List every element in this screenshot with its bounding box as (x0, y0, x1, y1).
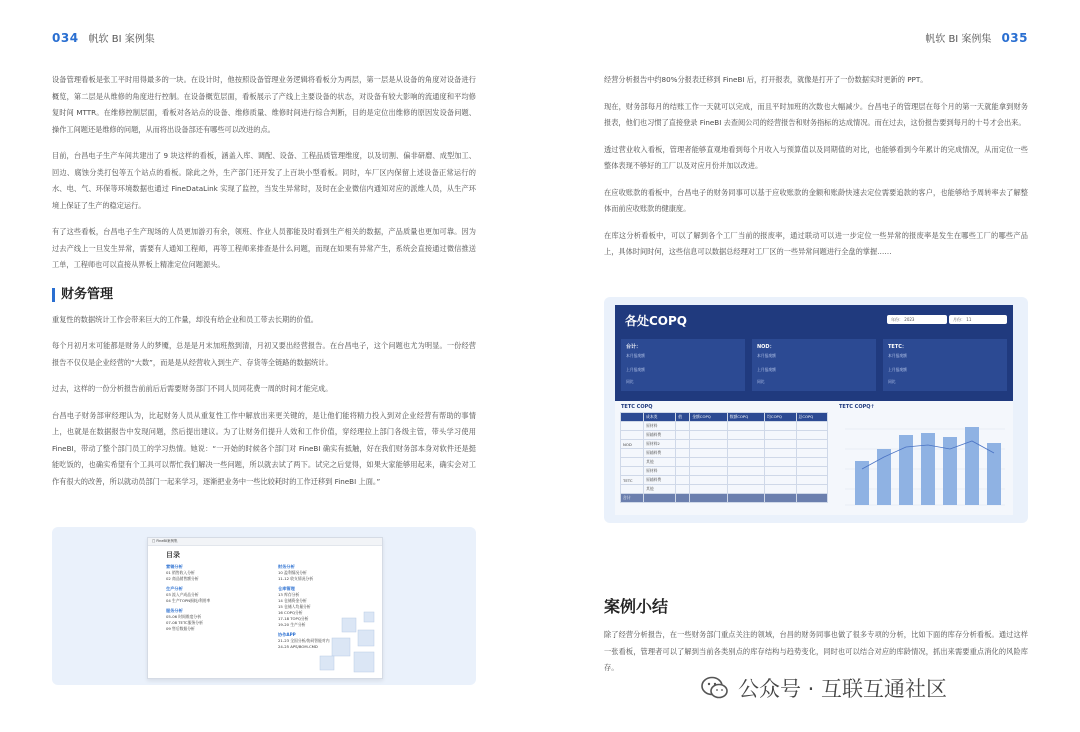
card-row: 同比 (888, 379, 896, 384)
table-cell (796, 494, 827, 503)
table-cell (796, 449, 827, 458)
table-cell (796, 467, 827, 476)
toc-item: 05-06 时间维度分析 (166, 614, 202, 619)
table-cell (796, 440, 827, 449)
card-row: 同比 (626, 379, 634, 384)
table-cell (690, 422, 727, 431)
table-cell (727, 449, 764, 458)
toc-item: 14 仓储资金分析 (278, 598, 307, 603)
table-row (621, 476, 828, 485)
paragraph: 在库这分析看板中，可以了解到各个工厂当前的报废率，通过联动可以进一步定位一些异常的报废率是发生在哪些工厂的哪些产品上，具体时间时何，这些信息可以数据总经理对工厂区的一些异常问题进行全盘的掌握…… (604, 230, 1028, 256)
toc-item: 15 仓储人均量分析 (278, 604, 311, 609)
toc-item: 02 商品销售额分析 (166, 576, 199, 581)
table-cell (690, 467, 727, 476)
toc-item: 16 COPQ分析 (278, 610, 303, 615)
toc-section: 仓库管理 (278, 586, 295, 591)
toc-section: 生产分析 (166, 586, 183, 591)
table-cell (727, 494, 764, 503)
section-title-summary: 案例小结 (604, 597, 669, 616)
table-cell (796, 431, 827, 440)
card-title: 台计： (626, 344, 642, 350)
table-row (621, 440, 828, 449)
table-cell (727, 458, 764, 467)
table-cell (765, 440, 796, 449)
toc-item: 07-08 TETC服务分析 (166, 620, 203, 625)
table-cell (765, 485, 796, 494)
table-cell (644, 494, 676, 503)
table-cell: 成本类 (644, 413, 676, 422)
copq-table (620, 412, 828, 503)
toc-column-1 (166, 560, 261, 632)
table-row (621, 458, 828, 467)
toc-section: 协作APP (278, 632, 296, 637)
toc-item: 24-25 APS/BOM-CMD (278, 644, 318, 649)
table-cell (621, 431, 644, 440)
left-header-title: 帆软 BI 案例集 (88, 34, 155, 45)
table-cell (621, 485, 644, 494)
window-titlebar (148, 538, 382, 546)
bar (987, 443, 1001, 505)
table-cell: 均COPQ (765, 413, 796, 422)
table-cell (796, 485, 827, 494)
right-header-title: 帆软 BI 案例集 (925, 34, 992, 45)
bar (965, 427, 979, 505)
table-panel-title: TETC COPQ (621, 404, 653, 410)
table-cell: 原材料 (644, 422, 676, 431)
table-cell (676, 431, 690, 440)
year-filter[interactable]: 年份： 2023 (887, 315, 947, 324)
wechat-watermark (700, 673, 947, 703)
table-cell (690, 476, 727, 485)
table-cell (676, 476, 690, 485)
toc-item: 17-18 TOPQ分析 (278, 616, 309, 621)
table-cell (727, 467, 764, 476)
table-cell (621, 422, 644, 431)
window-title: □ FineBI案例集 (152, 539, 178, 543)
left-page-number: 034 (52, 30, 79, 45)
chart-bars (855, 427, 1001, 505)
summary-card-tetc (883, 339, 1007, 391)
table-row (621, 431, 828, 440)
toc-item: 11-12 收支情况分析 (278, 576, 314, 581)
table-cell (765, 476, 796, 485)
table-cell: 原辅料费 (644, 449, 676, 458)
table-cell (765, 494, 796, 503)
table-cell: 原辅料费 (644, 476, 676, 485)
toc-item: 03 流入产成品分析 (166, 592, 199, 597)
summary-card-nod (752, 339, 876, 391)
table-cell (676, 458, 690, 467)
table-cell: TETC (621, 476, 644, 485)
paragraph: 台昌电子财务部审经理认为，比起财务人员从重复性工作中解放出来更关键的，是让他们能将精力投入到对企业经营有帮助的事情上，也就是在数据报告中发现问题，然后提出建议。为了让财务们提升人效和工作价值，穿经理拉上部门各级主管，带头学习使用 FineBI，带动了整个部门员工的学习热情。她说：“一开始的时候各个部门对 FineBI 确实有抵触，好在我们财务部本身对软件还是挺能吃饭的，也确实希望有个工具可以帮忙我们解决一些问题，所以就去试了两下。试完之后觉得，如果大家能够用起来，确实会对工作有很大的改善，所以就动员部门一起来学习，逐渐把业务中一些比较耗时的工作迁移到 FineBI 上面。” (52, 410, 476, 486)
paragraph: 有了这些看板，台昌电子生产现场的人员更加游刃有余，领班、作业人员都能及时看到生产相关的数据，产品质量也更加可靠。因为过去产线上一旦发生异常，需要有人通知工程师，再等工程师来排查是什么问题，而现在如果有异常产生，系统会直接通过微信推送工单，工程师也可以直接从界板上精准定位问题源头。 (52, 227, 476, 269)
toc-title: 目录 (166, 551, 180, 559)
paragraph: 目前，台昌电子生产车间共建出了 9 块这样的看板，涵盖入库、调配、设备、工程品质管理维度，以及切割、偏非研磨、成型加工、回边、腐蚀分类打包等五个站点的看板。除此之外，生产部门还开发了上百块小型看板。同时，车厂区内保留上述设备正常运行的水、电、气、环保等环境数据也通过 FineDataLink 实现了监控，当发生异常时，及时在企业微信内通知对应的派维人员，从生产环境上保证了生产的稳定运行。 (52, 151, 476, 210)
card-row: 上月报废额 (888, 367, 907, 372)
table-row (621, 422, 828, 431)
card-title: NOD： (757, 344, 775, 350)
table-cell (765, 422, 796, 431)
table-cell (690, 494, 727, 503)
toc-item: 21-23 全国分析/协同智能对内 (278, 638, 330, 643)
right-page-number: 035 (1001, 30, 1028, 45)
bar (855, 461, 869, 505)
watermark-text: 公众号 · 互联互通社区 (738, 677, 948, 701)
table-cell (676, 467, 690, 476)
summary-card-total (621, 339, 745, 391)
cubes-illustration-icon (302, 608, 382, 678)
table-cell: 其他 (644, 485, 676, 494)
toc-item: 09 售后数据分析 (166, 626, 195, 631)
left-body (52, 72, 476, 500)
table-cell: 其他 (644, 458, 676, 467)
document-window (147, 537, 383, 679)
table-cell (676, 422, 690, 431)
paragraph: 过去，这样的一份分析报告前前后后需要财务部门不同人员同花费一周的时间才能完成。 (52, 384, 333, 393)
table-cell (765, 467, 796, 476)
dashboard-title: 各处COPQ (625, 314, 688, 328)
table-cell (676, 440, 690, 449)
dashboard-detail-area (615, 401, 1013, 515)
table-cell (690, 449, 727, 458)
table-cell (621, 458, 644, 467)
paragraph: 设备管理看板是张工平时用得最多的一块。在设计时，他按照设备管理业务逻辑将看板分为两层，第一层是从设备的角度对设备进行概览，第二层是从维修的角度进行控制。在设备概览层面，看板展示了产线上主要设备的状态，对设备有较大影响的流通度和平均修复时间 MTTR。在维修控制层面，看板对各站点的设备、维修质量、维修时间进行综合判断，目的是定位出维修的原因发设备问题、操作工间题还是维修的问题，从而将出设备部还有哪些可以改进的点。 (52, 75, 476, 134)
copq-dashboard (615, 305, 1013, 515)
paragraph: 除了经营分析报告，在一些财务部门重点关注的领域，台昌的财务同事也做了很多专项的分析，比如下面的库存分析看板。通过这样一张看板，管理者可以了解到当前各类别点的库存结构与趋势变化，同时也可以结合对应的库龄情况，抓出来需要重点消化的风险库存。 (604, 630, 1028, 672)
table-cell: 原材料2 (644, 440, 676, 449)
table-cell (765, 458, 796, 467)
paragraph: 透过营业收入看板，管理者能够直观地看到每个月收入与预算值以及同期值的对比，也能够看到今年累计的完成情况，从而定位一些整体表现不够好的工厂以及对应月份并加以改进。 (604, 144, 1028, 170)
month-filter[interactable]: 月份： 11 (949, 315, 1007, 324)
right-header (925, 30, 1028, 45)
wechat-icon (700, 675, 730, 701)
table-row (621, 494, 828, 503)
table-row (621, 449, 828, 458)
card-row: 同比 (757, 379, 765, 384)
table-cell (796, 458, 827, 467)
table-cell: 原材料 (644, 467, 676, 476)
table-cell (727, 485, 764, 494)
paragraph: 现在，财务部每月的结账工作一天就可以完成，而且平时加班的次数也大幅减少。台昌电子的管理层在每个月的第一天就能拿到财务报表，他们也习惯了直接登录 FineBI 去查阅公司的经营报告和财务指标的达成情况。而在过去，这份报告要到每月的十号才会出来。 (604, 101, 1028, 127)
table-row (621, 485, 828, 494)
table-cell: 合计 (621, 494, 644, 503)
toc-item: 19-20 生产分析 (278, 622, 306, 627)
table-cell (690, 431, 727, 440)
table-cell (621, 467, 644, 476)
table-cell (621, 413, 644, 422)
card-row: 上月报废额 (626, 367, 645, 372)
table-cell: 值 (676, 413, 690, 422)
card-title: TETC： (888, 344, 907, 350)
table-cell (796, 422, 827, 431)
card-row: 本月报废额 (757, 353, 776, 358)
paragraph: 经营分析报告中约80%分报表迁移到 FineBI 后，打开报表，就像是打开了一份数据实时更新的 PPT。 (604, 75, 928, 84)
table-cell (727, 431, 764, 440)
bar (921, 433, 935, 505)
toc-section: 服务分析 (166, 608, 183, 613)
toc-content (166, 550, 376, 649)
table-cell (796, 476, 827, 485)
toc-section: 营销分析 (166, 564, 183, 569)
right-body-top (604, 72, 1028, 271)
bar (899, 435, 913, 505)
table-cell: 原辅料费 (644, 431, 676, 440)
table-cell: NOD (621, 440, 644, 449)
chart-panel-title: TETC COPQ↑ (839, 404, 875, 410)
copq-bar-chart (837, 409, 1009, 513)
table-cell (690, 485, 727, 494)
card-row: 上月报废额 (757, 367, 776, 372)
table-cell (621, 449, 644, 458)
table-cell (765, 431, 796, 440)
left-header (52, 30, 155, 45)
paragraph: 每个月初月末可能都是财务人的梦魇，总是是月末加班熬到清，月初又要出经营报告。在台昌电子，这个问题也尤为明显。一份经营报告不仅仅是企业经营的“大数”，而是是从经营收入到生产、存货等全链路的数据统计。 (52, 341, 476, 367)
catalog-figure (52, 527, 476, 685)
table-cell (690, 458, 727, 467)
toc-item: 13 库存分析 (278, 592, 300, 597)
dashboard-header-area (615, 305, 1013, 401)
card-row: 本月报废额 (888, 353, 907, 358)
table-row (621, 467, 828, 476)
table-cell: 数额COPQ (727, 413, 764, 422)
paragraph: 重复性的数据统计工作会带来巨大的工作量，却没有给企业和员工带去长期的价值。 (52, 314, 318, 324)
table-cell: 金额COPQ (690, 413, 727, 422)
table-cell (676, 485, 690, 494)
toc-section: 财务分析 (278, 564, 295, 569)
table-row (621, 413, 828, 422)
paragraph: 在应收账款的看板中，台昌电子的财务同事可以基于应收账款的金额和账龄快速去定位需要追款的客户，也能够给予周转率去了解整体而前应收账款的健康度。 (604, 187, 1028, 213)
table-cell (676, 449, 690, 458)
toc-item: 04 生产TOPN损耗/利用率 (166, 598, 211, 603)
table-cell: 总COPQ (796, 413, 827, 422)
section-title-finance: 财务管理 (52, 288, 476, 302)
toc-item: 10 盈利情况分析 (278, 570, 307, 575)
table-cell (727, 440, 764, 449)
toc-item: 01 销售收入分析 (166, 570, 195, 575)
card-row: 本月报废额 (626, 353, 645, 358)
table-cell (765, 449, 796, 458)
table-cell (727, 476, 764, 485)
table-cell (676, 494, 690, 503)
table-cell (690, 440, 727, 449)
table-cell (727, 422, 764, 431)
